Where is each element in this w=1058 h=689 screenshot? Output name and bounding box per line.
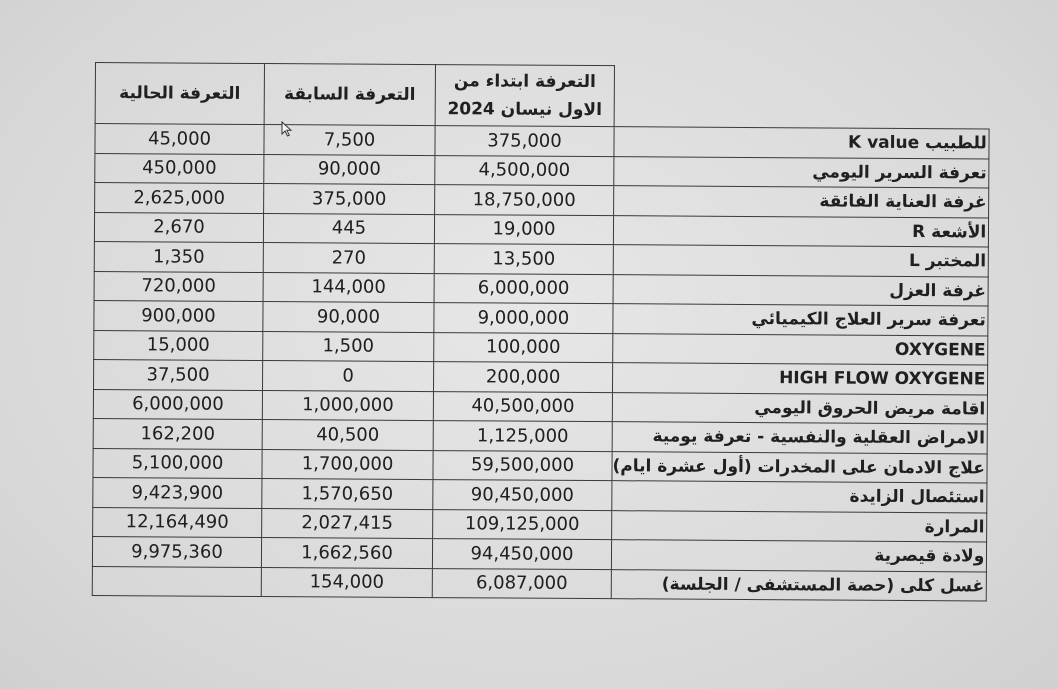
cell-previous: 154,000 bbox=[261, 567, 432, 598]
header-fee-from-april-2024 bbox=[435, 65, 614, 127]
header-fee-from-line1: التعرفة ابتداء من bbox=[453, 71, 596, 93]
table-row bbox=[92, 566, 986, 601]
tariff-table bbox=[92, 62, 991, 601]
cell-service-label: غرفة العناية الفائقة bbox=[614, 186, 989, 218]
cell-current: 900,000 bbox=[94, 300, 263, 331]
cell-from-april-2024: 94,450,000 bbox=[432, 539, 611, 570]
header-row bbox=[95, 63, 990, 129]
header-fee-from-line2: الاول نيسان 2024 bbox=[447, 99, 603, 121]
cell-previous: 1,500 bbox=[263, 331, 434, 362]
cell-service-label: المرارة bbox=[612, 510, 987, 542]
cell-previous: 7,500 bbox=[264, 125, 435, 156]
cell-from-april-2024: 375,000 bbox=[435, 126, 614, 157]
cell-from-april-2024: 40,500,000 bbox=[433, 391, 612, 422]
cell-previous: 144,000 bbox=[263, 272, 434, 303]
cell-from-april-2024: 18,750,000 bbox=[435, 185, 614, 216]
cell-current: 2,625,000 bbox=[95, 183, 264, 214]
cell-service-label: المختبر L bbox=[613, 245, 988, 277]
cell-previous: 2,027,415 bbox=[262, 508, 433, 539]
cell-service-label: للطبيب K value bbox=[614, 127, 989, 159]
cell-from-april-2024: 6,087,000 bbox=[432, 568, 611, 599]
cell-previous: 1,000,000 bbox=[262, 390, 433, 421]
cell-service-label: OXYGENE bbox=[613, 333, 988, 365]
cell-previous: 0 bbox=[262, 361, 433, 392]
cell-service-label: غسل كلى (حصة المستشفى / الجلسة) bbox=[611, 569, 986, 601]
cell-current: 9,423,900 bbox=[93, 477, 262, 508]
cell-from-april-2024: 9,000,000 bbox=[434, 303, 613, 334]
cell-current: 15,000 bbox=[94, 330, 263, 361]
cell-current: 2,670 bbox=[94, 212, 263, 243]
cell-from-april-2024: 13,500 bbox=[434, 244, 613, 275]
header-label-blank bbox=[614, 66, 990, 129]
cell-from-april-2024: 59,500,000 bbox=[433, 450, 612, 481]
header-previous-fee: التعرفة السابقة bbox=[264, 64, 435, 126]
cell-service-label: HIGH FLOW OXYGENE bbox=[612, 363, 987, 395]
cell-previous: 90,000 bbox=[264, 154, 435, 185]
cell-previous: 375,000 bbox=[264, 184, 435, 215]
cell-current: 720,000 bbox=[94, 271, 263, 302]
cell-service-label: تعرفة السرير اليومي bbox=[614, 156, 989, 188]
cell-previous: 40,500 bbox=[262, 420, 433, 451]
cell-previous: 270 bbox=[263, 243, 434, 274]
cell-current: 37,500 bbox=[94, 359, 263, 390]
cell-current: 45,000 bbox=[95, 124, 264, 155]
cell-from-april-2024: 200,000 bbox=[433, 362, 612, 393]
cell-current: 9,975,360 bbox=[92, 536, 261, 567]
cell-previous: 90,000 bbox=[263, 302, 434, 333]
cell-previous: 1,662,560 bbox=[261, 538, 432, 569]
cell-current: 6,000,000 bbox=[93, 389, 262, 420]
cell-service-label: الأشعة R bbox=[613, 215, 988, 247]
cell-current: 12,164,490 bbox=[93, 507, 262, 538]
cell-service-label: علاج الادمان على المخدرات (أول عشرة ايام) bbox=[612, 451, 987, 483]
cell-previous: 1,700,000 bbox=[262, 449, 433, 480]
cell-current: 1,350 bbox=[94, 241, 263, 272]
cell-current bbox=[92, 566, 261, 597]
cell-from-april-2024: 4,500,000 bbox=[435, 155, 614, 186]
cell-service-label: غرفة العزل bbox=[613, 274, 988, 306]
cell-from-april-2024: 90,450,000 bbox=[433, 480, 612, 511]
cell-service-label: تعرفة سرير العلاج الكيميائي bbox=[613, 304, 988, 336]
cell-from-april-2024: 1,125,000 bbox=[433, 421, 612, 452]
cell-service-label: الامراض العقلية والنفسية - تعرفة يومية bbox=[612, 422, 987, 454]
header-current-fee: التعرفة الحالية bbox=[95, 63, 264, 125]
cell-current: 5,100,000 bbox=[93, 448, 262, 479]
cell-previous: 1,570,650 bbox=[262, 479, 433, 510]
cell-service-label: استئصال الزايدة bbox=[612, 481, 987, 513]
cell-service-label: ولادة قيصرية bbox=[611, 540, 986, 572]
cell-current: 450,000 bbox=[95, 153, 264, 184]
cell-service-label: اقامة مريض الحروق اليومي bbox=[612, 392, 987, 424]
cell-from-april-2024: 100,000 bbox=[434, 332, 613, 363]
mouse-pointer-icon bbox=[281, 121, 293, 137]
cell-from-april-2024: 6,000,000 bbox=[434, 273, 613, 304]
cell-from-april-2024: 109,125,000 bbox=[433, 509, 612, 540]
cell-current: 162,200 bbox=[93, 418, 262, 449]
cell-from-april-2024: 19,000 bbox=[434, 214, 613, 245]
cell-previous: 445 bbox=[263, 213, 434, 244]
